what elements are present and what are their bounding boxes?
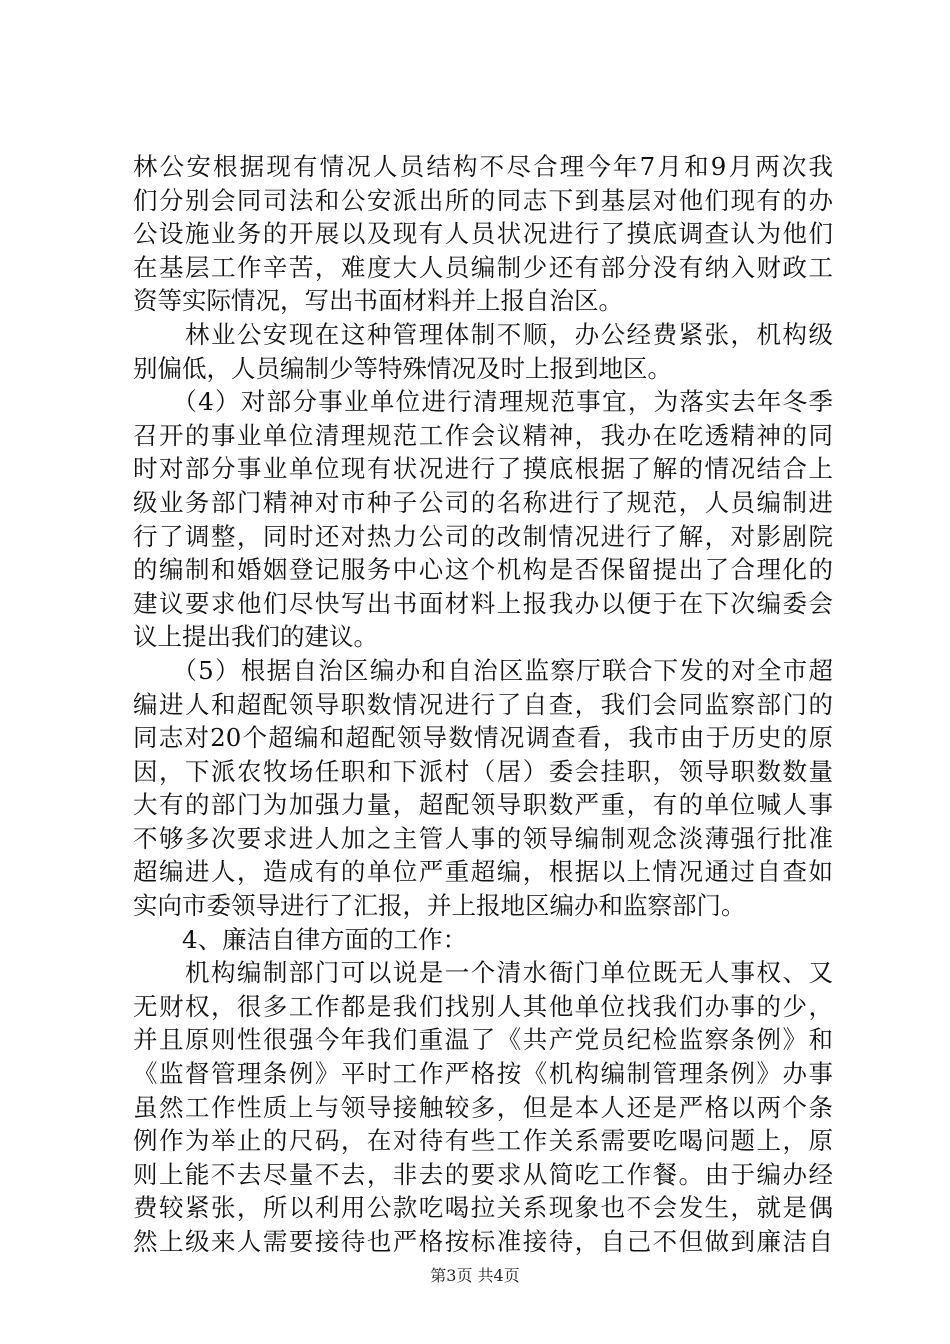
text-line: （4）对部分事业单位进行清理规范事宜，为落实去年冬季 (133, 387, 833, 417)
text-line: 实向市委领导进行了汇报，并上报地区编办和监察部门。 (133, 891, 746, 921)
text-line: 大有的部门为加强力量，超配领导职数严重，有的单位喊人事 (133, 790, 833, 820)
text-line: 机构编制部门可以说是一个清水衙门单位既无人事权、又 (133, 958, 833, 988)
text-line: 别偏低，人员编制少等特殊情况及时上报到地区。 (133, 353, 672, 383)
text-line: 虽然工作性质上与领导接触较多，但是本人还是严格以两个条 (133, 1092, 833, 1122)
text-line: 超编进人，造成有的单位严重超编，根据以上情况通过自查如 (133, 857, 833, 887)
text-line: 4、廉洁自律方面的工作： (133, 924, 468, 954)
page-footer: 第3页 共4页 (430, 1266, 520, 1285)
text-line: 议上提出我们的建议。 (133, 622, 378, 652)
text-line: 时对部分事业单位现有状况进行了摸底根据了解的情况结合上 (133, 454, 833, 484)
text-line: 林业公安现在这种管理体制不顺，办公经费紧张，机构级 (133, 319, 833, 349)
text-line: 无财权，很多工作都是我们找别人其他单位找我们办事的少， (133, 991, 833, 1021)
text-line: 费较紧张，所以利用公款吃喝拉关系现象也不会发生，就是偶 (133, 1193, 833, 1223)
text-line: 召开的事业单位清理规范工作会议精神，我办在吃透精神的同 (133, 420, 833, 450)
text-line: 行了调整，同时还对热力公司的改制情况进行了解，对影剧院 (133, 521, 833, 551)
text-line: 的编制和婚姻登记服务中心这个机构是否保留提出了合理化的 (133, 555, 833, 585)
body-text (133, 150, 833, 1259)
text-line: 级业务部门精神对市种子公司的名称进行了规范，人员编制进 (133, 487, 833, 517)
text-line: （5）根据自治区编办和自治区监察厅联合下发的对全市超 (133, 655, 833, 685)
text-line: 林公安根据现有情况人员结构不尽合理今年7月和9月两次我 (133, 152, 833, 181)
text-line: 因，下派农牧场任职和下派村（居）委会挂职，领导职数数量 (133, 756, 833, 786)
text-line: 公设施业务的开展以及现有人员状况进行了摸底调查认为他们 (133, 219, 833, 249)
text-line: 《监督管理条例》平时工作严格按《机构编制管理条例》办事 (133, 1059, 833, 1089)
text-line: 则上能不去尽量不去，非去的要求从简吃工作餐。由于编办经 (133, 1159, 833, 1189)
text-line: 并且原则性很强今年我们重温了《共产党员纪检监察条例》和 (133, 1025, 833, 1055)
text-line: 不够多次要求进人加之主管人事的领导编制观念淡薄强行批准 (133, 823, 833, 853)
text-line: 同志对20个超编和超配领导数情况调查看，我市由于历史的原 (133, 723, 833, 753)
text-line: 编进人和超配领导职数情况进行了自查，我们会同监察部门的 (133, 689, 833, 719)
text-line: 然上级来人需要接待也严格按标准接待，自己不但做到廉洁自 (133, 1227, 833, 1256)
text-line: 资等实际情况，写出书面材料并上报自治区。 (133, 286, 623, 316)
text-line: 们分别会同司法和公安派出所的同志下到基层对他们现有的办 (133, 185, 833, 215)
text-line: 例作为举止的尺码，在对待有些工作关系需要吃喝问题上，原 (133, 1126, 833, 1156)
text-line: 在基层工作辛苦，难度大人员编制少还有部分没有纳入财政工 (133, 252, 833, 282)
text-line: 建议要求他们尽快写出书面材料上报我办以便于在下次编委会 (133, 588, 833, 618)
